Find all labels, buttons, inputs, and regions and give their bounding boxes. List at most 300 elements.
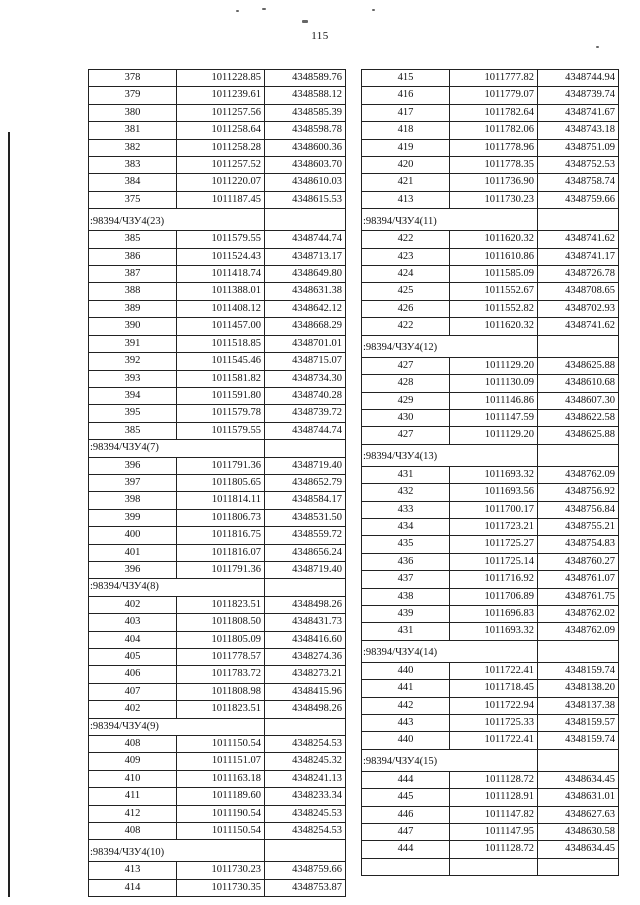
x-coordinate-cell: 1011722.41 — [450, 732, 538, 749]
x-coordinate-cell: 1011816.75 — [177, 527, 265, 544]
y-coordinate-cell: 4348498.26 — [265, 701, 346, 718]
table-row — [362, 806, 619, 823]
table-row — [362, 248, 619, 265]
x-coordinate-cell: 1011700.17 — [450, 501, 538, 518]
table-row — [362, 283, 619, 300]
point-number-cell: 410 — [89, 770, 177, 787]
point-number-cell: 404 — [89, 631, 177, 648]
table-row — [89, 753, 346, 770]
point-number-cell: 396 — [89, 561, 177, 578]
table-row — [89, 544, 346, 561]
point-number-cell: 436 — [362, 553, 450, 570]
table-row — [89, 318, 346, 335]
parcel-label: :98394/ЧЗУ4(11) — [362, 209, 538, 231]
table-row — [362, 139, 619, 156]
table-row — [89, 422, 346, 439]
x-coordinate-cell: 1011591.80 — [177, 387, 265, 404]
y-coordinate-cell: 4348137.38 — [538, 697, 619, 714]
empty-cell — [265, 579, 346, 596]
point-number-cell: 422 — [362, 318, 450, 335]
point-number-cell: 383 — [89, 157, 177, 174]
x-coordinate-cell: 1011418.74 — [177, 266, 265, 283]
x-coordinate-cell: 1011791.36 — [177, 561, 265, 578]
y-coordinate-cell: 4348719.40 — [265, 457, 346, 474]
table-row — [362, 191, 619, 208]
table-row — [89, 823, 346, 840]
page-number: 115 — [311, 30, 329, 42]
x-coordinate-cell: 1011189.60 — [177, 788, 265, 805]
table-row — [89, 862, 346, 879]
x-coordinate-cell: 1011823.51 — [177, 596, 265, 613]
table-row — [362, 789, 619, 806]
y-coordinate-cell: 4348627.63 — [538, 806, 619, 823]
table-row — [89, 104, 346, 121]
point-number-cell: 416 — [362, 87, 450, 104]
scan-speck — [596, 46, 599, 48]
parcel-label: :98394/ЧЗУ4(10) — [89, 840, 265, 862]
parcel-label: :98394/ЧЗУ4(7) — [89, 440, 265, 457]
x-coordinate-cell: 1011808.98 — [177, 683, 265, 700]
x-coordinate-cell: 1011725.33 — [450, 715, 538, 732]
point-number-cell: 385 — [89, 231, 177, 248]
table-row — [89, 139, 346, 156]
y-coordinate-cell: 4348245.53 — [265, 805, 346, 822]
point-number-cell: 378 — [89, 70, 177, 87]
point-number-cell: 443 — [362, 715, 450, 732]
point-number-cell: 397 — [89, 474, 177, 491]
point-number-cell: 429 — [362, 392, 450, 409]
y-coordinate-cell: 4348744.94 — [538, 70, 619, 87]
x-coordinate-cell: 1011129.20 — [450, 357, 538, 374]
table-row — [362, 484, 619, 501]
y-coordinate-cell: 4348600.36 — [265, 139, 346, 156]
x-coordinate-cell: 1011128.72 — [450, 771, 538, 788]
y-coordinate-cell: 4348630.58 — [538, 824, 619, 841]
x-coordinate-cell: 1011228.85 — [177, 70, 265, 87]
point-number-cell: 413 — [89, 862, 177, 879]
table-row — [362, 231, 619, 248]
point-number-cell: 389 — [89, 300, 177, 317]
x-coordinate-cell: 1011552.82 — [450, 300, 538, 317]
y-coordinate-cell: 4348755.21 — [538, 518, 619, 535]
empty-cell — [265, 840, 346, 862]
x-coordinate-cell: 1011725.14 — [450, 553, 538, 570]
point-number-cell: 386 — [89, 248, 177, 265]
table-row — [362, 824, 619, 841]
parcel-label: :98394/ЧЗУ4(12) — [362, 335, 538, 357]
table-row — [89, 122, 346, 139]
empty-cell — [538, 749, 619, 771]
table-row — [89, 770, 346, 787]
x-coordinate-cell: 1011693.32 — [450, 466, 538, 483]
table-row — [362, 715, 619, 732]
point-number-cell: 399 — [89, 509, 177, 526]
x-coordinate-cell: 1011128.91 — [450, 789, 538, 806]
table-row — [362, 841, 619, 858]
y-coordinate-cell: 4348756.92 — [538, 484, 619, 501]
y-coordinate-cell: 4348741.67 — [538, 104, 619, 121]
y-coordinate-cell: 4348713.17 — [265, 248, 346, 265]
table-row — [362, 157, 619, 174]
y-coordinate-cell: 4348758.74 — [538, 174, 619, 191]
y-coordinate-cell: 4348741.62 — [538, 318, 619, 335]
table-row — [362, 409, 619, 426]
y-coordinate-cell: 4348241.13 — [265, 770, 346, 787]
y-coordinate-cell: 4348159.57 — [538, 715, 619, 732]
point-number-cell: 427 — [362, 427, 450, 444]
point-number-cell: 439 — [362, 605, 450, 622]
x-coordinate-cell: 1011545.46 — [177, 353, 265, 370]
x-coordinate-cell: 1011778.57 — [177, 649, 265, 666]
y-coordinate-cell: 4348531.50 — [265, 509, 346, 526]
x-coordinate-cell: 1011736.90 — [450, 174, 538, 191]
table-row — [89, 474, 346, 491]
x-coordinate-cell: 1011457.00 — [177, 318, 265, 335]
y-coordinate-cell: 4348498.26 — [265, 596, 346, 613]
parcel-label: :98394/ЧЗУ4(13) — [362, 444, 538, 466]
x-coordinate-cell: 1011150.54 — [177, 736, 265, 753]
group-header-row — [89, 840, 346, 862]
table-row — [362, 697, 619, 714]
y-coordinate-cell: 4348715.07 — [265, 353, 346, 370]
y-coordinate-cell: 4348610.03 — [265, 174, 346, 191]
empty-cell — [265, 440, 346, 457]
point-number-cell: 413 — [362, 191, 450, 208]
x-coordinate-cell: 1011791.36 — [177, 457, 265, 474]
coordinates-table-body — [362, 70, 619, 876]
y-coordinate-cell: 4348274.36 — [265, 649, 346, 666]
y-coordinate-cell: 4348585.39 — [265, 104, 346, 121]
x-coordinate-cell: 1011823.51 — [177, 701, 265, 718]
x-coordinate-cell: 1011581.82 — [177, 370, 265, 387]
point-number-cell: 441 — [362, 680, 450, 697]
y-coordinate-cell: 4348589.76 — [265, 70, 346, 87]
x-coordinate-cell: 1011782.06 — [450, 122, 538, 139]
y-coordinate-cell: 4348159.74 — [538, 732, 619, 749]
y-coordinate-cell: 4348625.88 — [538, 427, 619, 444]
parcel-label: :98394/ЧЗУ4(8) — [89, 579, 265, 596]
table-row — [89, 283, 346, 300]
table-row — [362, 122, 619, 139]
x-coordinate-cell: 1011552.67 — [450, 283, 538, 300]
point-number-cell: 387 — [89, 266, 177, 283]
y-coordinate-cell: 4348761.07 — [538, 571, 619, 588]
table-row — [362, 70, 619, 87]
y-coordinate-cell — [538, 858, 619, 875]
x-coordinate-cell: 1011239.61 — [177, 87, 265, 104]
table-row — [362, 318, 619, 335]
y-coordinate-cell: 4348751.09 — [538, 139, 619, 156]
parcel-label: :98394/ЧЗУ4(14) — [362, 640, 538, 662]
scan-speck — [236, 10, 239, 12]
x-coordinate-cell: 1011722.41 — [450, 662, 538, 679]
coordinates-table-right — [361, 69, 619, 876]
y-coordinate-cell: 4348603.70 — [265, 157, 346, 174]
table-row — [89, 527, 346, 544]
table-row — [89, 631, 346, 648]
x-coordinate-cell: 1011730.23 — [177, 862, 265, 879]
point-number-cell: 417 — [362, 104, 450, 121]
point-number-cell: 427 — [362, 357, 450, 374]
x-coordinate-cell: 1011816.07 — [177, 544, 265, 561]
x-coordinate-cell: 1011696.83 — [450, 605, 538, 622]
table-row — [362, 662, 619, 679]
x-coordinate-cell: 1011806.73 — [177, 509, 265, 526]
y-coordinate-cell: 4348701.01 — [265, 335, 346, 352]
x-coordinate-cell: 1011579.55 — [177, 231, 265, 248]
group-header-row — [362, 209, 619, 231]
table-row — [362, 588, 619, 605]
y-coordinate-cell: 4348245.32 — [265, 753, 346, 770]
table-row — [362, 392, 619, 409]
table-row — [89, 353, 346, 370]
scan-speck — [262, 8, 266, 10]
point-number-cell: 375 — [89, 191, 177, 208]
table-row — [362, 174, 619, 191]
y-coordinate-cell: 4348759.66 — [538, 191, 619, 208]
table-row — [89, 666, 346, 683]
empty-cell — [538, 209, 619, 231]
y-coordinate-cell: 4348138.20 — [538, 680, 619, 697]
y-coordinate-cell: 4348760.27 — [538, 553, 619, 570]
point-number-cell: 401 — [89, 544, 177, 561]
table-row — [362, 357, 619, 374]
point-number-cell: 444 — [362, 771, 450, 788]
point-number-cell: 431 — [362, 466, 450, 483]
x-coordinate-cell: 1011220.07 — [177, 174, 265, 191]
x-coordinate-cell: 1011579.78 — [177, 405, 265, 422]
table-row — [362, 501, 619, 518]
point-number-cell: 438 — [362, 588, 450, 605]
point-number-cell: 440 — [362, 732, 450, 749]
table-row — [362, 300, 619, 317]
table-row — [89, 614, 346, 631]
point-number-cell: 405 — [89, 649, 177, 666]
point-number-cell: 445 — [362, 789, 450, 806]
y-coordinate-cell: 4348753.87 — [265, 879, 346, 896]
x-coordinate-cell: 1011808.50 — [177, 614, 265, 631]
x-coordinate-cell: 1011257.56 — [177, 104, 265, 121]
x-coordinate-cell: 1011778.96 — [450, 139, 538, 156]
y-coordinate-cell: 4348761.75 — [538, 588, 619, 605]
y-coordinate-cell: 4348656.24 — [265, 544, 346, 561]
y-coordinate-cell: 4348762.09 — [538, 623, 619, 640]
point-number-cell: 394 — [89, 387, 177, 404]
point-number-cell: 446 — [362, 806, 450, 823]
table-row — [89, 492, 346, 509]
table-row — [362, 536, 619, 553]
x-coordinate-cell — [450, 858, 538, 875]
x-coordinate-cell: 1011778.35 — [450, 157, 538, 174]
parcel-label: :98394/ЧЗУ4(23) — [89, 209, 265, 231]
x-coordinate-cell: 1011725.27 — [450, 536, 538, 553]
point-number-cell: 435 — [362, 536, 450, 553]
x-coordinate-cell: 1011716.92 — [450, 571, 538, 588]
y-coordinate-cell: 4348622.58 — [538, 409, 619, 426]
point-number-cell: 437 — [362, 571, 450, 588]
point-number-cell: 398 — [89, 492, 177, 509]
y-coordinate-cell: 4348631.01 — [538, 789, 619, 806]
group-header-row — [89, 579, 346, 596]
x-coordinate-cell: 1011146.86 — [450, 392, 538, 409]
x-coordinate-cell: 1011814.11 — [177, 492, 265, 509]
y-coordinate-cell: 4348708.65 — [538, 283, 619, 300]
point-number-cell: 414 — [89, 879, 177, 896]
point-number-cell: 396 — [89, 457, 177, 474]
table-row — [89, 70, 346, 87]
table-row — [362, 680, 619, 697]
group-header-row — [362, 640, 619, 662]
table-row — [89, 174, 346, 191]
x-coordinate-cell: 1011693.32 — [450, 623, 538, 640]
group-header-row — [89, 440, 346, 457]
y-coordinate-cell: 4348254.53 — [265, 736, 346, 753]
point-number-cell: 426 — [362, 300, 450, 317]
table-row — [362, 605, 619, 622]
table-row — [89, 596, 346, 613]
table-row — [362, 427, 619, 444]
table-row — [89, 191, 346, 208]
table-row — [362, 87, 619, 104]
y-coordinate-cell: 4348740.28 — [265, 387, 346, 404]
table-row — [362, 571, 619, 588]
x-coordinate-cell: 1011779.07 — [450, 87, 538, 104]
point-number-cell: 431 — [362, 623, 450, 640]
point-number-cell: 379 — [89, 87, 177, 104]
x-coordinate-cell: 1011730.23 — [450, 191, 538, 208]
point-number-cell: 418 — [362, 122, 450, 139]
table-row — [89, 387, 346, 404]
x-coordinate-cell: 1011190.54 — [177, 805, 265, 822]
y-coordinate-cell: 4348615.53 — [265, 191, 346, 208]
y-coordinate-cell: 4348254.53 — [265, 823, 346, 840]
point-number-cell: 421 — [362, 174, 450, 191]
scan-speck — [372, 9, 375, 11]
y-coordinate-cell: 4348744.74 — [265, 422, 346, 439]
table-row — [89, 335, 346, 352]
table-row — [89, 266, 346, 283]
table-row — [362, 858, 619, 875]
table-row — [362, 623, 619, 640]
table-row — [89, 736, 346, 753]
y-coordinate-cell: 4348416.60 — [265, 631, 346, 648]
x-coordinate-cell: 1011805.09 — [177, 631, 265, 648]
table-row — [89, 805, 346, 822]
x-coordinate-cell: 1011147.59 — [450, 409, 538, 426]
point-number-cell: 388 — [89, 283, 177, 300]
x-coordinate-cell: 1011718.45 — [450, 680, 538, 697]
empty-cell — [538, 335, 619, 357]
y-coordinate-cell: 4348415.96 — [265, 683, 346, 700]
y-coordinate-cell: 4348649.80 — [265, 266, 346, 283]
y-coordinate-cell: 4348668.29 — [265, 318, 346, 335]
table-row — [89, 231, 346, 248]
group-header-row — [89, 718, 346, 735]
y-coordinate-cell: 4348607.30 — [538, 392, 619, 409]
table-row — [89, 87, 346, 104]
coordinates-table-left — [88, 69, 346, 897]
table-row — [89, 788, 346, 805]
y-coordinate-cell: 4348159.74 — [538, 662, 619, 679]
x-coordinate-cell: 1011147.82 — [450, 806, 538, 823]
y-coordinate-cell: 4348739.72 — [265, 405, 346, 422]
point-number-cell: 420 — [362, 157, 450, 174]
table-row — [362, 266, 619, 283]
y-coordinate-cell: 4348431.73 — [265, 614, 346, 631]
point-number-cell: 428 — [362, 375, 450, 392]
point-number-cell: 402 — [89, 701, 177, 718]
point-number-cell: 440 — [362, 662, 450, 679]
y-coordinate-cell: 4348584.17 — [265, 492, 346, 509]
y-coordinate-cell: 4348634.45 — [538, 771, 619, 788]
parcel-label: :98394/ЧЗУ4(15) — [362, 749, 538, 771]
y-coordinate-cell: 4348762.09 — [538, 466, 619, 483]
y-coordinate-cell: 4348273.21 — [265, 666, 346, 683]
point-number-cell: 412 — [89, 805, 177, 822]
point-number-cell: 419 — [362, 139, 450, 156]
point-number-cell: 406 — [89, 666, 177, 683]
x-coordinate-cell: 1011388.01 — [177, 283, 265, 300]
empty-cell — [538, 444, 619, 466]
point-number-cell: 393 — [89, 370, 177, 387]
point-number-cell: 442 — [362, 697, 450, 714]
y-coordinate-cell: 4348741.17 — [538, 248, 619, 265]
y-coordinate-cell: 4348762.02 — [538, 605, 619, 622]
parcel-label: :98394/ЧЗУ4(9) — [89, 718, 265, 735]
point-number-cell: 408 — [89, 736, 177, 753]
point-number-cell: 385 — [89, 422, 177, 439]
x-coordinate-cell: 1011585.09 — [450, 266, 538, 283]
table-row — [89, 701, 346, 718]
point-number-cell: 444 — [362, 841, 450, 858]
table-row — [362, 466, 619, 483]
x-coordinate-cell: 1011518.85 — [177, 335, 265, 352]
table-row — [89, 879, 346, 896]
point-number-cell: 423 — [362, 248, 450, 265]
x-coordinate-cell: 1011187.45 — [177, 191, 265, 208]
x-coordinate-cell: 1011163.18 — [177, 770, 265, 787]
point-number-cell: 433 — [362, 501, 450, 518]
point-number-cell: 392 — [89, 353, 177, 370]
x-coordinate-cell: 1011730.35 — [177, 879, 265, 896]
point-number-cell: 384 — [89, 174, 177, 191]
point-number-cell: 400 — [89, 527, 177, 544]
group-header-row — [89, 209, 346, 231]
group-header-row — [362, 749, 619, 771]
x-coordinate-cell: 1011706.89 — [450, 588, 538, 605]
y-coordinate-cell: 4348726.78 — [538, 266, 619, 283]
group-header-row — [362, 335, 619, 357]
x-coordinate-cell: 1011150.54 — [177, 823, 265, 840]
x-coordinate-cell: 1011151.07 — [177, 753, 265, 770]
x-coordinate-cell: 1011805.65 — [177, 474, 265, 491]
x-coordinate-cell: 1011579.55 — [177, 422, 265, 439]
point-number-cell: 402 — [89, 596, 177, 613]
y-coordinate-cell: 4348559.72 — [265, 527, 346, 544]
point-number-cell: 411 — [89, 788, 177, 805]
point-number-cell: 380 — [89, 104, 177, 121]
point-number-cell — [362, 858, 450, 875]
y-coordinate-cell: 4348752.53 — [538, 157, 619, 174]
x-coordinate-cell: 1011258.64 — [177, 122, 265, 139]
group-header-row — [362, 444, 619, 466]
empty-cell — [265, 209, 346, 231]
point-number-cell: 424 — [362, 266, 450, 283]
y-coordinate-cell: 4348741.62 — [538, 231, 619, 248]
table-row — [89, 248, 346, 265]
y-coordinate-cell: 4348756.84 — [538, 501, 619, 518]
table-row — [89, 157, 346, 174]
